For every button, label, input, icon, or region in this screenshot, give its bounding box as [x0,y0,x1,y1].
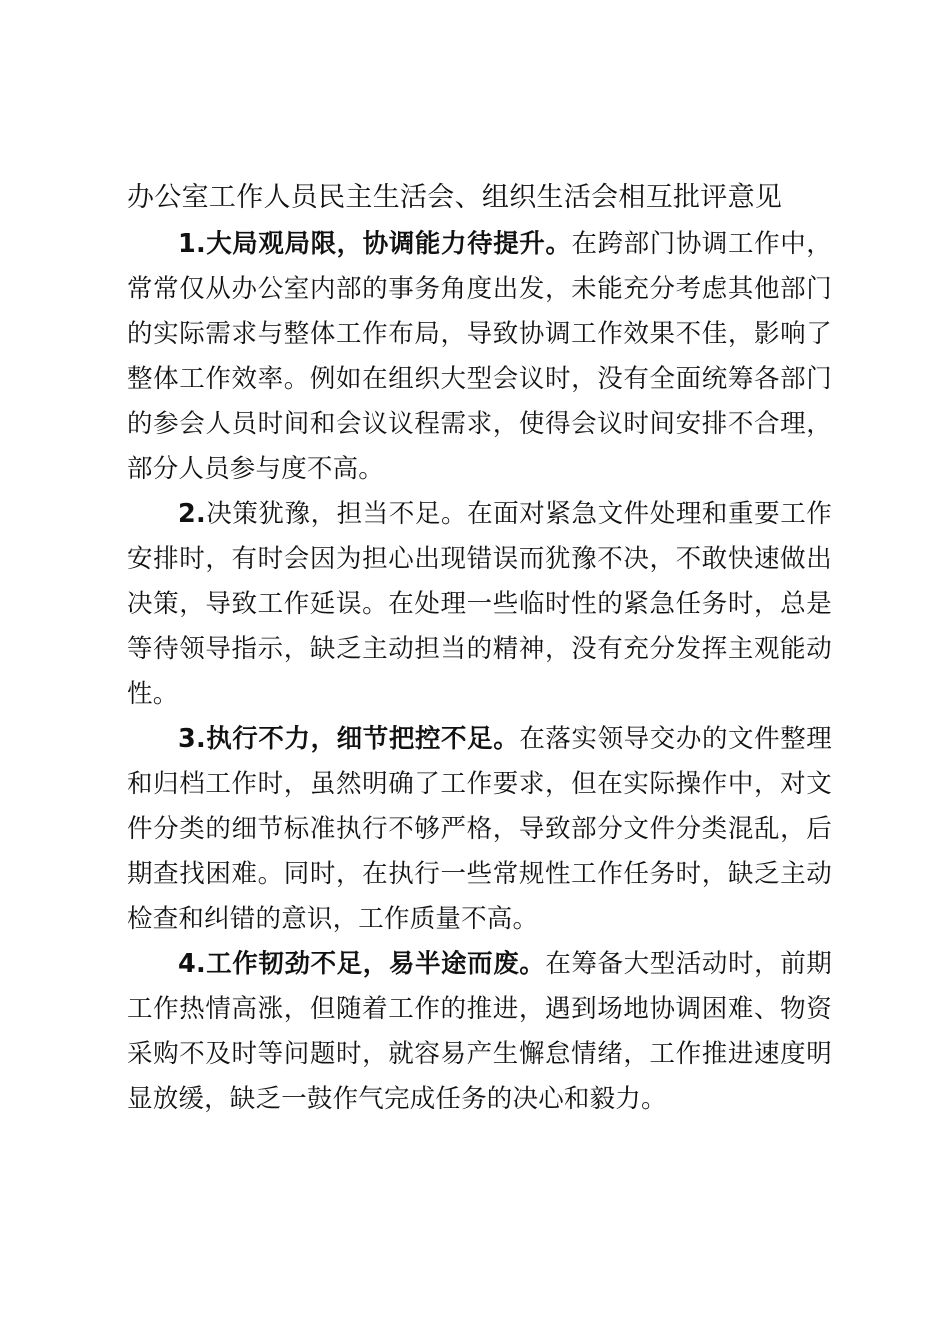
paragraph-2-number: 2. [178,499,206,529]
paragraph-1-text: 在跨部门协调工作中，常常仅从办公室内部的事务角度出发，未能充分考虑其他部门的实际需求与整体工作布局，导致协调工作效果不佳，影响了整体工作效率。例如在组织大型会议时，没有全面统筹各部门的参会人员时间和会议议程需求，使得会议时间安排不合理，部分人员参与度不高。 [127,229,832,484]
paragraph-4-heading: 4.工作韧劲不足，易半途而废。 [178,949,546,979]
paragraph-2-text: 在面对紧急文件处理和重要工作安排时，有时会因为担心出现错误而犹豫不决，不敢快速做出决策，导致工作延误。在处理一些临时性的紧急任务时，总是等待领导指示，缺乏主动担当的精神，没有充分发挥主观能动性。 [127,499,832,709]
paragraph-4-text: 在筹备大型活动时，前期工作热情高涨，但随着工作的推进，遇到场地协调困难、物资采购不及时等问题时，就容易产生懈怠情绪，工作推进速度明显放缓，缺乏一鼓作气完成任务的决心和毅力。 [127,949,832,1114]
document-body [127,222,832,1122]
paragraph-3-text: 在落实领导交办的文件整理和归档工作时，虽然明确了工作要求，但在实际操作中，对文件分类的细节标准执行不够严格，导致部分文件分类混乱，后期查找困难。同时，在执行一些常规性工作任务时，缺乏主动检查和纠错的意识，工作质量不高。 [127,724,833,934]
paragraph-2-heading: 决策犹豫，担当不足。 [205,499,468,529]
paragraph-1-heading: 1.大局观局限，协调能力待提升。 [178,229,572,259]
paragraph-3-heading: 3.执行不力，细节把控不足。 [178,724,520,754]
paragraph-2 [127,492,832,717]
document-title: 办公室工作人员民主生活会、组织生活会相互批评意见 [127,182,783,213]
paragraph-3 [127,717,832,942]
paragraph-1 [127,222,832,492]
paragraph-4 [127,942,832,1122]
